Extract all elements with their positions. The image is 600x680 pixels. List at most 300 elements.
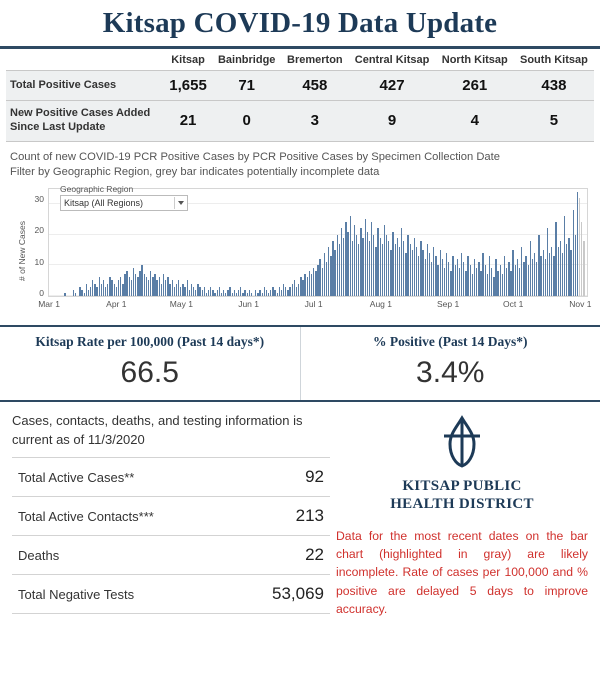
- table-row: [6, 71, 594, 101]
- bar: [425, 259, 426, 296]
- bar: [386, 235, 387, 296]
- bar: [114, 284, 115, 296]
- bar: [223, 290, 224, 296]
- bar: [105, 287, 106, 296]
- bar: [493, 277, 494, 295]
- data-disclaimer-note: Data for the most recent dates on the bar chart (highlighted in gray) are likely incomplete. Rate of cases per 100,000 and % positive are delayed 5 days to improve accuracy.: [336, 528, 588, 616]
- bar: [457, 259, 458, 296]
- column-header-bainbridge: Bainbridge: [212, 49, 281, 71]
- rate-metric: [0, 327, 300, 400]
- bar: [240, 287, 241, 296]
- percent-positive-metric: [300, 327, 600, 400]
- bar: [154, 274, 155, 295]
- bar: [214, 293, 215, 296]
- bar: [191, 284, 192, 296]
- bar: [150, 271, 151, 295]
- x-tick-label: Oct 1: [503, 298, 524, 309]
- bar: [238, 290, 239, 296]
- bar: [96, 287, 97, 296]
- bar: [169, 284, 170, 296]
- percent-positive-value: 3.4%: [416, 355, 485, 389]
- bar: [536, 262, 537, 296]
- bar: [515, 265, 516, 296]
- bar: [221, 293, 222, 296]
- bar: [309, 271, 310, 295]
- bar: [575, 235, 576, 296]
- list-item: [12, 536, 330, 575]
- bar: [474, 259, 475, 296]
- y-tick-label: 20: [34, 225, 44, 236]
- bar: [131, 280, 132, 295]
- bar: [156, 280, 157, 295]
- bar: [242, 293, 243, 296]
- bar: [555, 222, 556, 295]
- bar: [414, 238, 415, 296]
- bar: [328, 247, 329, 296]
- bar: [343, 238, 344, 296]
- bar: [262, 293, 263, 296]
- bar: [94, 284, 95, 296]
- bar: [444, 268, 445, 296]
- bar: [313, 268, 314, 296]
- bar: [259, 290, 260, 296]
- as-of-text: Cases, contacts, deaths, and testing information is current as of 11/3/2020: [12, 412, 303, 447]
- table-row: [6, 101, 594, 142]
- x-tick-label: Jun 1: [238, 298, 259, 309]
- cell-total-bainbridge: 71: [212, 71, 281, 101]
- bar: [442, 259, 443, 296]
- bar: [573, 210, 574, 296]
- bar: [182, 284, 183, 296]
- bar: [251, 293, 252, 296]
- x-axis-ticks: [38, 297, 592, 315]
- bar: [264, 287, 265, 296]
- region-select-divider: [174, 197, 175, 209]
- column-header-kitsap: Kitsap: [164, 49, 212, 71]
- bar: [195, 290, 196, 296]
- bar: [397, 238, 398, 296]
- rate-value: 66.5: [120, 355, 179, 389]
- bar: [184, 287, 185, 296]
- bar: [547, 228, 548, 295]
- column-header-south-kitsap: South Kitsap: [514, 49, 594, 71]
- bar: [399, 247, 400, 296]
- bar: [236, 293, 237, 296]
- bar: [189, 290, 190, 296]
- bottom-section: [0, 402, 600, 618]
- stat-label-deaths: Deaths: [12, 536, 234, 575]
- row-label-total-positive-cases: Total Positive Cases: [6, 71, 164, 101]
- bar: [367, 232, 368, 296]
- stats-panel: [0, 412, 330, 618]
- bar: [197, 284, 198, 296]
- bar: [101, 284, 102, 296]
- bar: [144, 274, 145, 295]
- bar: [427, 244, 428, 296]
- bar: [508, 262, 509, 296]
- bar: [440, 250, 441, 296]
- bar: [120, 277, 121, 295]
- org-name: [334, 477, 590, 513]
- bar: [266, 290, 267, 296]
- bar: [388, 241, 389, 296]
- bar: [152, 277, 153, 295]
- bar: [109, 277, 110, 295]
- bar: [217, 290, 218, 296]
- bar: [553, 256, 554, 296]
- bar: [558, 247, 559, 296]
- bar: [277, 293, 278, 296]
- chart-caption-line2: Filter by Geographic Region, grey bar indicates potentially incomplete data: [10, 165, 380, 178]
- bar: [435, 256, 436, 296]
- bar: [88, 290, 89, 296]
- bar: [163, 274, 164, 295]
- bar: [249, 290, 250, 296]
- bar: [229, 287, 230, 296]
- bar: [448, 262, 449, 296]
- cell-new-kitsap: 21: [164, 101, 212, 142]
- bar: [90, 287, 91, 296]
- bar: [279, 287, 280, 296]
- bar: [382, 244, 383, 296]
- bar: [212, 290, 213, 296]
- bar: [410, 244, 411, 296]
- bar: [122, 284, 123, 296]
- org-name-line1: KITSAP PUBLIC: [402, 477, 522, 494]
- bar: [500, 265, 501, 296]
- bar: [375, 247, 376, 296]
- bar: [450, 271, 451, 295]
- bar: [532, 259, 533, 296]
- bar: [510, 271, 511, 295]
- bar: [523, 262, 524, 296]
- bar: [452, 256, 453, 296]
- bar: [472, 274, 473, 295]
- stat-label-active-contacts: Total Active Contacts***: [12, 497, 234, 536]
- bar: [497, 271, 498, 295]
- y-tick-label: 30: [34, 194, 44, 205]
- bar: [478, 262, 479, 296]
- bar: [570, 250, 571, 296]
- bar: [540, 256, 541, 296]
- bar: [315, 271, 316, 295]
- row-label-new-positive-cases: New Positive Cases Added Since Last Update: [6, 101, 164, 142]
- bar: [380, 238, 381, 296]
- bar: [459, 268, 460, 296]
- bar: [176, 284, 177, 296]
- bar: [302, 280, 303, 295]
- chart-caption: [10, 150, 590, 180]
- bar: [294, 280, 295, 295]
- bar: [347, 232, 348, 296]
- bar: [339, 244, 340, 296]
- bar: [566, 244, 567, 296]
- page-title: Kitsap COVID-19 Data Update: [102, 6, 498, 39]
- bar: [210, 287, 211, 296]
- bar: [581, 222, 582, 295]
- bar: [73, 290, 74, 296]
- chart-area: [14, 184, 590, 319]
- bar: [420, 241, 421, 296]
- bar: [418, 256, 419, 296]
- bar: [568, 238, 569, 296]
- bar: [560, 241, 561, 296]
- cell-new-central-kitsap: 9: [348, 101, 435, 142]
- cell-total-central-kitsap: 427: [348, 71, 435, 101]
- bar: [562, 253, 563, 296]
- geographic-region-filter[interactable]: [60, 184, 188, 211]
- kitsap-public-health-logo: [334, 414, 590, 475]
- bar: [395, 244, 396, 296]
- bar: [525, 256, 526, 296]
- bar: [480, 271, 481, 295]
- bar: [446, 253, 447, 296]
- y-tick-label: 10: [34, 256, 44, 267]
- bar: [232, 293, 233, 296]
- bar: [187, 280, 188, 295]
- bar: [337, 235, 338, 296]
- bar: [137, 277, 138, 295]
- bar: [330, 256, 331, 296]
- bar: [292, 284, 293, 296]
- bar: [405, 253, 406, 296]
- bar: [543, 250, 544, 296]
- bar: [281, 290, 282, 296]
- bar: [111, 280, 112, 295]
- bar: [319, 259, 320, 296]
- bar: [332, 241, 333, 296]
- bar: [352, 241, 353, 296]
- org-name-line2: HEALTH DISTRICT: [390, 495, 534, 512]
- cell-new-bainbridge: 0: [212, 101, 281, 142]
- bar: [161, 284, 162, 296]
- bar: [495, 259, 496, 296]
- cell-total-south-kitsap: 438: [514, 71, 594, 101]
- cell-total-north-kitsap: 261: [436, 71, 514, 101]
- bar: [165, 280, 166, 295]
- bar: [371, 222, 372, 295]
- bar: [551, 247, 552, 296]
- x-tick-label: Nov 1: [569, 298, 592, 309]
- list-item: [12, 497, 330, 536]
- bar: [403, 241, 404, 296]
- region-filter-label: Geographic Region: [60, 183, 134, 194]
- bar: [289, 287, 290, 296]
- bar: [118, 280, 119, 295]
- bar: [227, 290, 228, 296]
- bar: [538, 235, 539, 296]
- bar: [463, 262, 464, 296]
- x-tick-label: Apr 1: [106, 298, 127, 309]
- bar: [360, 228, 361, 295]
- bar: [549, 253, 550, 296]
- bar: [429, 253, 430, 296]
- bar: [431, 262, 432, 296]
- bar: [362, 238, 363, 296]
- y-tick-label: 0: [39, 287, 44, 298]
- rate-label: Kitsap Rate per 100,000 (Past 14 days*): [35, 333, 265, 349]
- bar: [146, 277, 147, 295]
- bar: [422, 250, 423, 296]
- metrics-band: [0, 325, 600, 402]
- bar: [392, 232, 393, 296]
- x-tick-label: Jul 1: [304, 298, 323, 309]
- stat-value-active-cases: 92: [234, 458, 330, 497]
- bar: [283, 284, 284, 296]
- bar: [178, 280, 179, 295]
- region-select[interactable]: [60, 195, 188, 211]
- bar: [285, 287, 286, 296]
- bar: [528, 265, 529, 296]
- bar: [204, 287, 205, 296]
- bar: [247, 293, 248, 296]
- column-header-bremerton: Bremerton: [281, 49, 348, 71]
- bar: [345, 222, 346, 295]
- bar: [199, 287, 200, 296]
- bar: [326, 262, 327, 296]
- bar: [467, 256, 468, 296]
- bar: [530, 241, 531, 296]
- bar: [84, 293, 85, 296]
- summary-table: [6, 49, 594, 142]
- stat-label-active-cases: Total Active Cases**: [12, 458, 234, 497]
- bar: [133, 268, 134, 296]
- column-header-central-kitsap: Central Kitsap: [348, 49, 435, 71]
- bar: [390, 250, 391, 296]
- bar: [148, 280, 149, 295]
- bar: [255, 290, 256, 296]
- bar: [208, 290, 209, 296]
- y-axis-label: # of New Cases: [17, 221, 27, 282]
- stats-table: [12, 457, 330, 614]
- bar: [455, 265, 456, 296]
- bar: [356, 235, 357, 296]
- bar: [487, 274, 488, 295]
- bar: [579, 198, 580, 296]
- bar: [172, 280, 173, 295]
- cell-new-north-kitsap: 4: [436, 101, 514, 142]
- bar: [167, 277, 168, 295]
- branding-panel: [330, 412, 600, 618]
- cell-total-kitsap: 1,655: [164, 71, 212, 101]
- bar: [334, 250, 335, 296]
- bar: [129, 277, 130, 295]
- bar: [126, 271, 127, 295]
- x-tick-label: May 1: [169, 298, 193, 309]
- bar: [350, 216, 351, 295]
- x-tick-label: Sep 1: [437, 298, 460, 309]
- percent-positive-label: % Positive (Past 14 Days*): [373, 333, 528, 349]
- bar: [577, 192, 578, 296]
- bar: [79, 287, 80, 296]
- bar: [206, 293, 207, 296]
- stat-value-deaths: 22: [234, 536, 330, 575]
- bar: [81, 290, 82, 296]
- bar: [322, 268, 323, 296]
- bar: [512, 250, 513, 296]
- bar: [401, 228, 402, 295]
- bar: [416, 247, 417, 296]
- bar: [517, 259, 518, 296]
- chevron-down-icon: [178, 201, 184, 205]
- bar: [373, 235, 374, 296]
- bar: [521, 247, 522, 296]
- bar: [103, 280, 104, 295]
- bar: [461, 253, 462, 296]
- bar: [99, 277, 100, 295]
- bar: [304, 274, 305, 295]
- bar: [324, 253, 325, 296]
- bar: [225, 293, 226, 296]
- bar: [274, 290, 275, 296]
- cell-total-bremerton: 458: [281, 71, 348, 101]
- bar: [234, 290, 235, 296]
- bar: [202, 290, 203, 296]
- bar: [159, 277, 160, 295]
- bar: [489, 256, 490, 296]
- bar: [296, 287, 297, 296]
- bar: [135, 274, 136, 295]
- bar: [300, 277, 301, 295]
- bar: [583, 241, 584, 296]
- bar: [141, 265, 142, 296]
- bar: [482, 253, 483, 296]
- stat-value-negative-tests: 53,069: [234, 575, 330, 614]
- bar: [485, 265, 486, 296]
- bar: [465, 271, 466, 295]
- bar: [64, 293, 65, 296]
- bar: [564, 216, 565, 295]
- bar: [491, 268, 492, 296]
- bar: [86, 284, 87, 296]
- bar: [298, 284, 299, 296]
- bar: [317, 265, 318, 296]
- bar: [272, 287, 273, 296]
- bar: [180, 287, 181, 296]
- bar: [341, 228, 342, 295]
- bar: [307, 277, 308, 295]
- cell-new-south-kitsap: 5: [514, 101, 594, 142]
- bar: [545, 259, 546, 296]
- bar: [92, 280, 93, 295]
- bar: [384, 225, 385, 295]
- bar: [470, 265, 471, 296]
- bar: [365, 219, 366, 295]
- bar: [437, 265, 438, 296]
- bar: [287, 290, 288, 296]
- bar: [139, 271, 140, 295]
- bar: [504, 256, 505, 296]
- page-title-bar: [0, 0, 600, 49]
- bar: [107, 284, 108, 296]
- bar: [268, 293, 269, 296]
- chart-block: [0, 142, 600, 319]
- bar: [358, 244, 359, 296]
- bar: [476, 268, 477, 296]
- bar: [219, 287, 220, 296]
- x-tick-label: Mar 1: [38, 298, 60, 309]
- bar: [124, 274, 125, 295]
- bar: [534, 253, 535, 296]
- bar: [244, 290, 245, 296]
- region-select-value: Kitsap (All Regions): [64, 197, 144, 208]
- stat-value-active-contacts: 213: [234, 497, 330, 536]
- bar: [369, 241, 370, 296]
- bar: [506, 268, 507, 296]
- column-header-blank: [6, 49, 164, 71]
- bar: [193, 287, 194, 296]
- bar: [270, 290, 271, 296]
